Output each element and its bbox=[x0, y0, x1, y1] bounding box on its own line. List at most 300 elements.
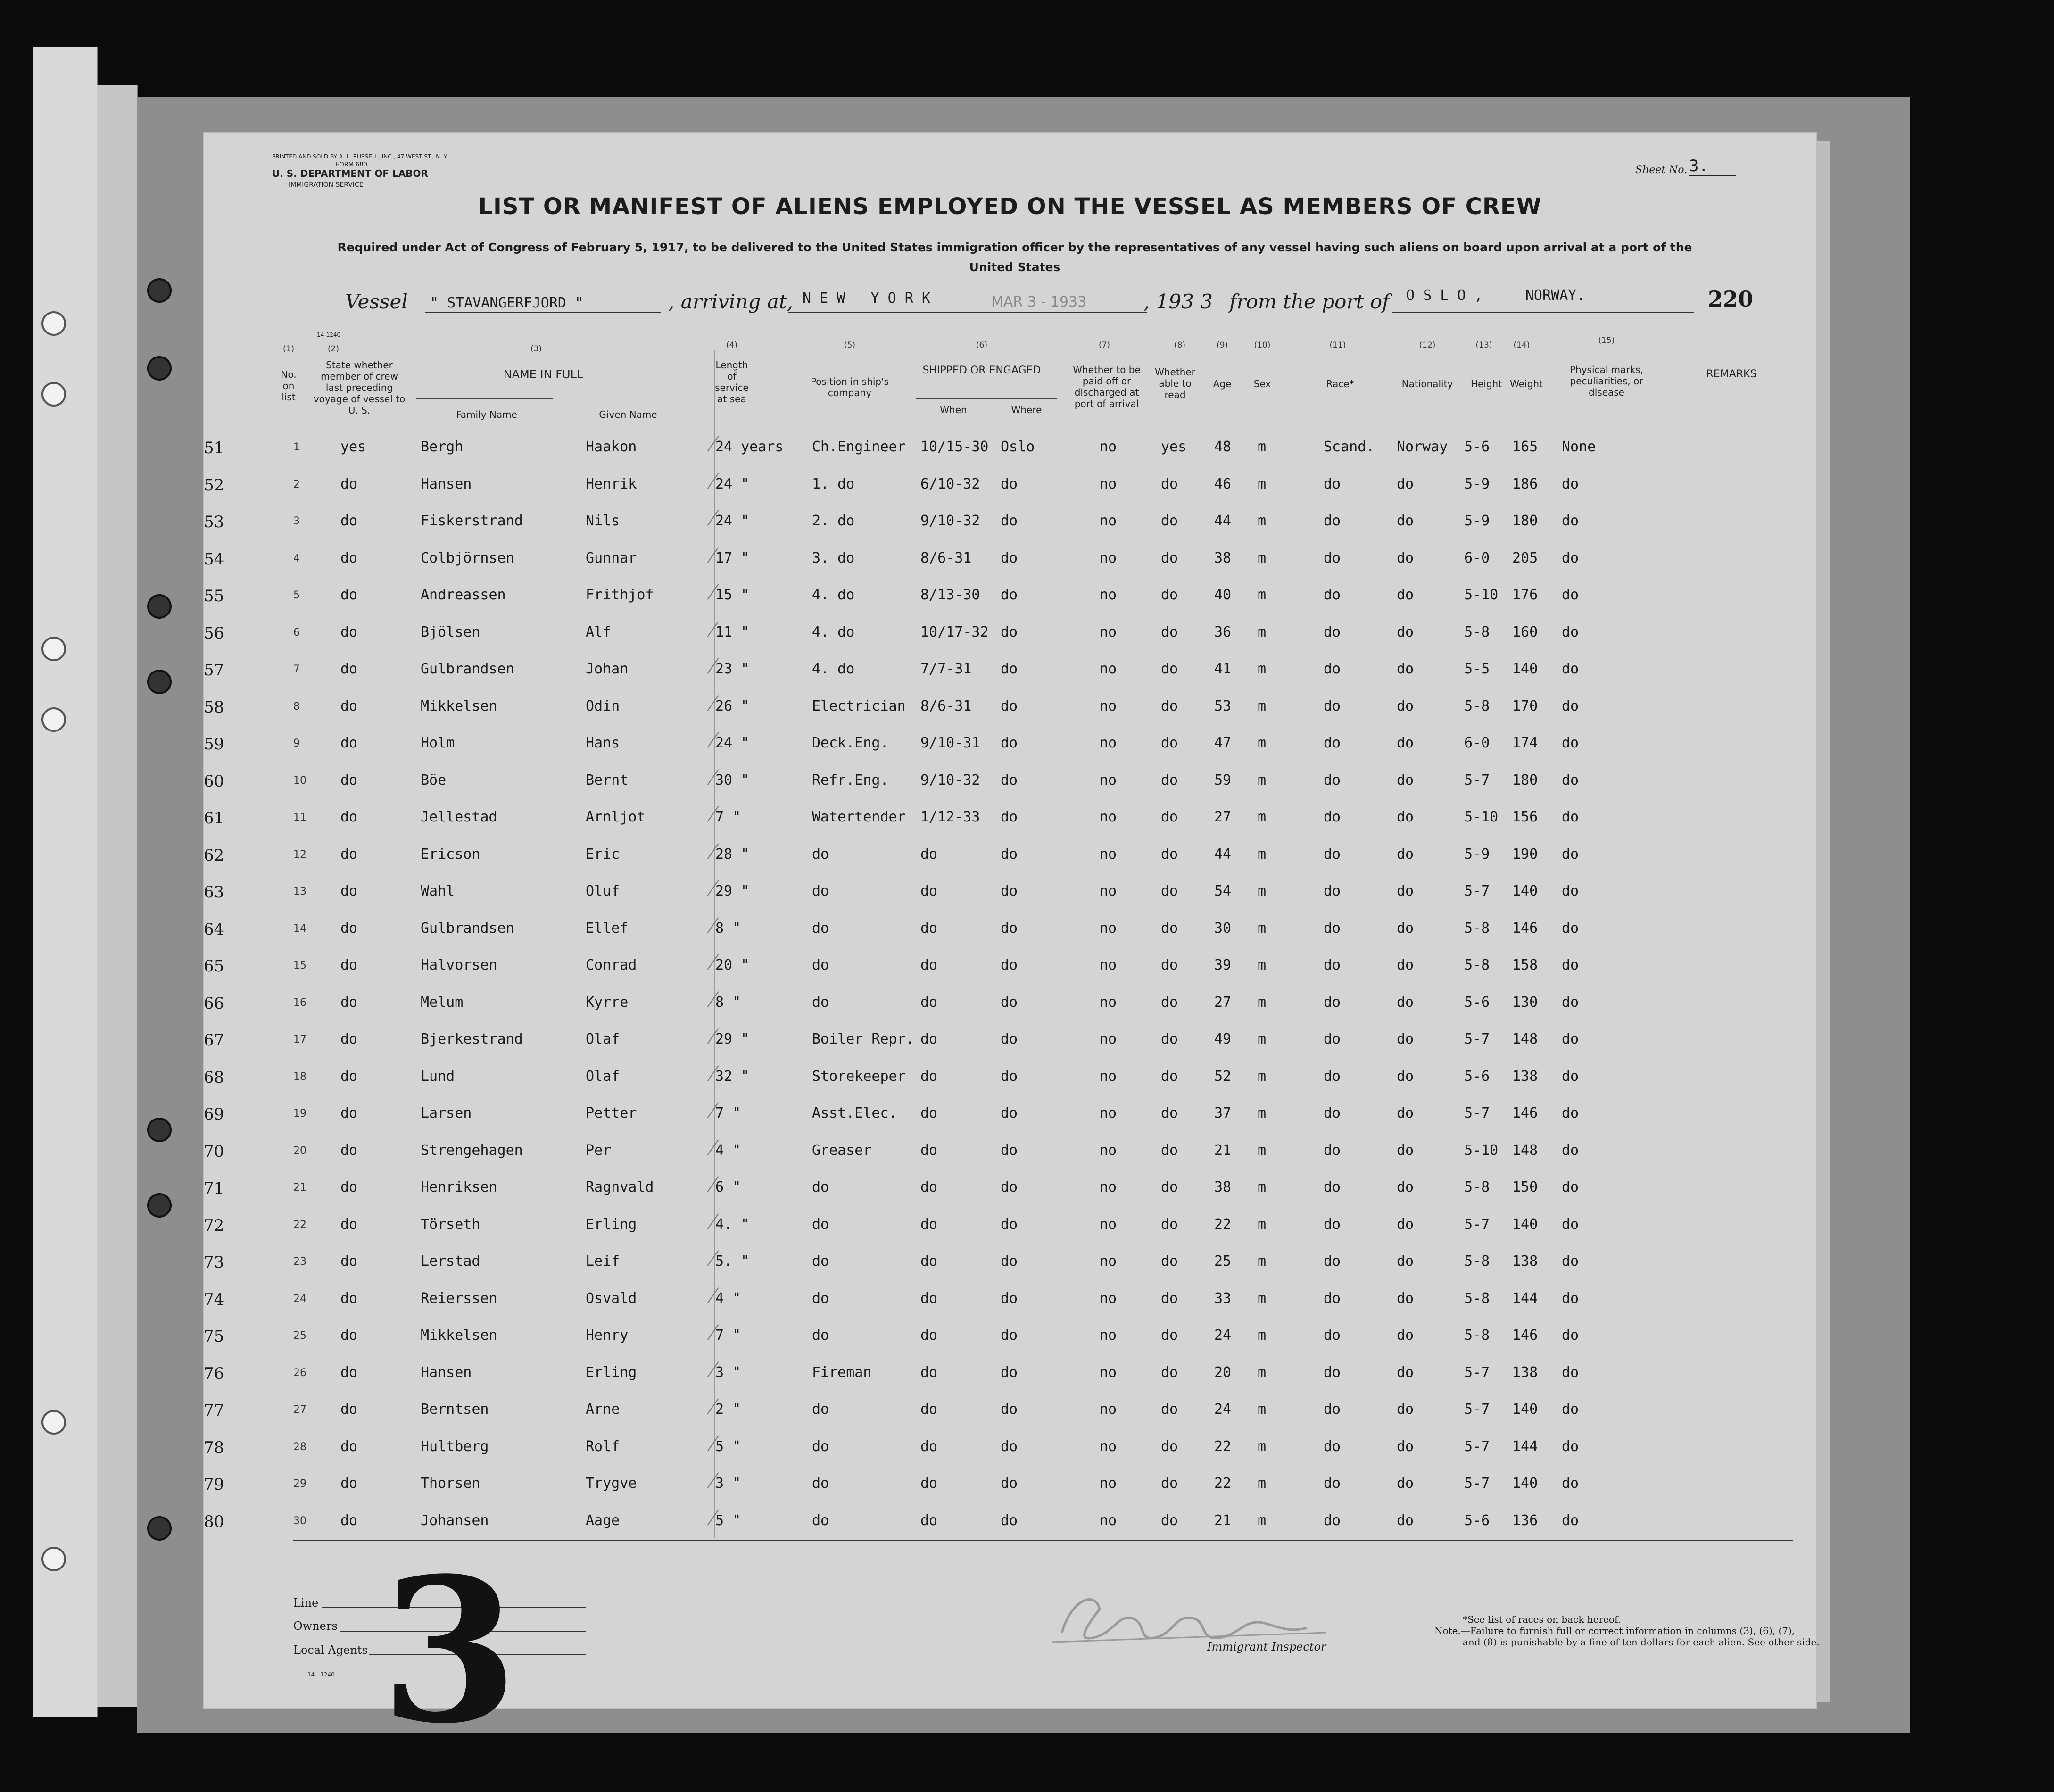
row-shipped-where: do bbox=[1001, 1290, 1018, 1307]
row-shipped-where: Oslo bbox=[1001, 439, 1035, 455]
row-list-number: 27 bbox=[293, 1404, 306, 1416]
row-position: do bbox=[812, 1327, 829, 1344]
row-seq-number: 60 bbox=[204, 772, 224, 791]
row-able-read: do bbox=[1161, 1364, 1178, 1381]
header-position: Position in ship's company bbox=[810, 376, 889, 398]
vessel-label: Vessel bbox=[345, 290, 408, 313]
row-nationality: do bbox=[1397, 1068, 1414, 1085]
row-age: 27 bbox=[1214, 994, 1232, 1011]
row-weight: 140 bbox=[1512, 883, 1538, 899]
row-list-number: 10 bbox=[293, 774, 306, 787]
row-physical-marks: do bbox=[1562, 513, 1579, 529]
row-race: do bbox=[1324, 1068, 1341, 1085]
row-position: do bbox=[812, 1475, 829, 1492]
row-sex: m bbox=[1258, 661, 1267, 677]
row-shipped-when: do bbox=[920, 1105, 938, 1121]
row-family-name: Lund bbox=[421, 1068, 455, 1085]
row-able-read: do bbox=[1161, 846, 1178, 863]
row-sex: m bbox=[1258, 1290, 1267, 1307]
row-prev-voyage: do bbox=[340, 475, 358, 492]
arriving-label: , arriving at, bbox=[668, 290, 794, 313]
row-shipped-when: do bbox=[920, 1475, 938, 1492]
row-seq-number: 52 bbox=[204, 475, 224, 495]
table-row bbox=[204, 1438, 1816, 1474]
row-list-number: 11 bbox=[293, 812, 306, 823]
service-name: IMMIGRATION SERVICE bbox=[289, 181, 364, 189]
row-prev-voyage: do bbox=[340, 883, 358, 899]
large-sheet-number: 3 bbox=[381, 1535, 519, 1767]
row-family-name: Halvorsen bbox=[421, 957, 497, 973]
row-nationality: do bbox=[1397, 1438, 1414, 1455]
row-length-service: 30 " bbox=[715, 772, 750, 788]
row-age: 47 bbox=[1214, 735, 1232, 751]
row-age: 38 bbox=[1214, 1179, 1232, 1195]
binder-sheet-left bbox=[33, 47, 98, 1717]
row-age: 53 bbox=[1214, 697, 1232, 714]
row-position: Electrician bbox=[812, 697, 906, 714]
table-row bbox=[204, 1290, 1816, 1326]
row-height: 5-7 bbox=[1464, 883, 1490, 899]
row-nationality: do bbox=[1397, 772, 1414, 788]
punch-hole bbox=[41, 1547, 66, 1571]
row-physical-marks: do bbox=[1562, 772, 1579, 788]
row-physical-marks: do bbox=[1562, 1216, 1579, 1233]
row-able-read: do bbox=[1161, 920, 1178, 937]
row-height: 5-8 bbox=[1464, 957, 1490, 973]
row-nationality: do bbox=[1397, 920, 1414, 937]
row-paid-off: no bbox=[1100, 1401, 1117, 1418]
row-weight: 180 bbox=[1512, 772, 1538, 788]
row-shipped-where: do bbox=[1001, 809, 1018, 825]
table-row bbox=[204, 994, 1816, 1030]
header-sex: Sex bbox=[1253, 378, 1271, 390]
row-physical-marks: do bbox=[1562, 623, 1579, 640]
row-given-name: Per bbox=[586, 1142, 612, 1159]
row-seq-number: 59 bbox=[204, 735, 224, 754]
row-height: 5-7 bbox=[1464, 1438, 1490, 1455]
row-shipped-where: do bbox=[1001, 1364, 1018, 1381]
row-sex: m bbox=[1258, 1031, 1267, 1047]
row-seq-number: 63 bbox=[204, 883, 224, 902]
row-weight: 148 bbox=[1512, 1031, 1538, 1047]
table-row bbox=[204, 661, 1816, 697]
row-physical-marks: do bbox=[1562, 846, 1579, 863]
row-nationality: do bbox=[1397, 1401, 1414, 1418]
row-sex: m bbox=[1258, 1475, 1267, 1492]
vessel-row bbox=[204, 286, 1816, 318]
row-sex: m bbox=[1258, 809, 1267, 825]
row-weight: 205 bbox=[1512, 549, 1538, 566]
row-sex: m bbox=[1258, 623, 1267, 640]
table-row bbox=[204, 624, 1816, 660]
row-height: 5-7 bbox=[1464, 1031, 1490, 1047]
row-list-number: 13 bbox=[293, 886, 306, 897]
row-prev-voyage: yes bbox=[340, 439, 366, 455]
port-of-arrival: N E W Y O R K bbox=[803, 290, 930, 307]
row-prev-voyage: do bbox=[340, 1253, 358, 1269]
row-sex: m bbox=[1258, 513, 1267, 529]
row-seq-number: 72 bbox=[204, 1216, 224, 1235]
row-physical-marks: do bbox=[1562, 1327, 1579, 1344]
table-row bbox=[204, 439, 1816, 474]
row-length-service: 5. " bbox=[715, 1253, 750, 1269]
row-given-name: Conrad bbox=[586, 957, 637, 973]
row-length-service: 24 " bbox=[715, 513, 750, 529]
row-weight: 150 bbox=[1512, 1179, 1538, 1195]
row-race: do bbox=[1324, 1438, 1341, 1455]
row-seq-number: 79 bbox=[204, 1475, 224, 1494]
row-shipped-when: do bbox=[920, 1438, 938, 1455]
row-length-service: 29 " bbox=[715, 883, 750, 899]
col-num-9: (9) bbox=[1216, 340, 1228, 350]
row-physical-marks: do bbox=[1562, 549, 1579, 566]
row-weight: 176 bbox=[1512, 587, 1538, 603]
row-physical-marks: do bbox=[1562, 1364, 1579, 1381]
header-family-name: Family Name bbox=[456, 409, 517, 420]
row-position: do bbox=[812, 920, 829, 937]
row-shipped-when: do bbox=[920, 1142, 938, 1159]
row-seq-number: 74 bbox=[204, 1290, 224, 1309]
row-able-read: do bbox=[1161, 587, 1178, 603]
row-seq-number: 71 bbox=[204, 1179, 224, 1198]
row-physical-marks: do bbox=[1562, 957, 1579, 973]
row-given-name: Johan bbox=[586, 661, 629, 677]
row-age: 33 bbox=[1214, 1290, 1232, 1307]
row-nationality: do bbox=[1397, 1327, 1414, 1344]
row-able-read: do bbox=[1161, 994, 1178, 1011]
row-length-service: 15 " bbox=[715, 587, 750, 603]
row-list-number: 28 bbox=[293, 1441, 306, 1453]
row-race: do bbox=[1324, 1142, 1341, 1159]
row-nationality: do bbox=[1397, 661, 1414, 677]
row-position: Boiler Repr. bbox=[812, 1031, 914, 1047]
row-race: do bbox=[1324, 1364, 1341, 1381]
row-shipped-when: do bbox=[920, 846, 938, 863]
row-weight: 165 bbox=[1512, 439, 1538, 455]
manifest-page bbox=[203, 132, 1820, 1767]
row-given-name: Eric bbox=[586, 846, 620, 863]
row-age: 30 bbox=[1214, 920, 1232, 937]
punch-hole bbox=[41, 707, 66, 732]
row-age: 24 bbox=[1214, 1401, 1232, 1418]
row-length-service: 4 " bbox=[715, 1290, 741, 1307]
row-length-service: 3 " bbox=[715, 1364, 741, 1381]
row-shipped-when: do bbox=[920, 1401, 938, 1418]
row-height: 5-8 bbox=[1464, 1327, 1490, 1344]
row-physical-marks: do bbox=[1562, 1031, 1579, 1047]
row-height: 6-0 bbox=[1464, 735, 1490, 751]
row-paid-off: no bbox=[1100, 1179, 1117, 1195]
row-position: do bbox=[812, 1512, 829, 1529]
punch-hole bbox=[41, 311, 66, 336]
row-paid-off: no bbox=[1100, 513, 1117, 529]
row-length-service: 7 " bbox=[715, 1105, 741, 1121]
row-able-read: do bbox=[1161, 1290, 1178, 1307]
row-family-name: Törseth bbox=[421, 1216, 480, 1233]
row-able-read: do bbox=[1161, 1253, 1178, 1269]
table-row bbox=[204, 957, 1816, 993]
row-nationality: do bbox=[1397, 587, 1414, 603]
row-nationality: do bbox=[1397, 475, 1414, 492]
row-race: do bbox=[1324, 475, 1341, 492]
row-nationality: do bbox=[1397, 549, 1414, 566]
row-family-name: Thorsen bbox=[421, 1475, 480, 1492]
row-height: 5-9 bbox=[1464, 475, 1490, 492]
row-seq-number: 57 bbox=[204, 661, 224, 680]
row-age: 44 bbox=[1214, 846, 1232, 863]
row-nationality: do bbox=[1397, 1216, 1414, 1233]
col-num-12: (12) bbox=[1419, 340, 1436, 350]
row-length-service: 5 " bbox=[715, 1438, 741, 1455]
row-paid-off: no bbox=[1100, 772, 1117, 788]
row-position: Greaser bbox=[812, 1142, 872, 1159]
row-list-number: 30 bbox=[293, 1515, 306, 1527]
row-family-name: Berntsen bbox=[421, 1401, 489, 1418]
row-race: do bbox=[1324, 697, 1341, 714]
row-length-service: 20 " bbox=[715, 957, 750, 973]
row-given-name: Erling bbox=[586, 1216, 637, 1233]
row-sex: m bbox=[1258, 994, 1267, 1011]
row-sex: m bbox=[1258, 475, 1267, 492]
row-race: do bbox=[1324, 1031, 1341, 1047]
row-list-number: 5 bbox=[293, 589, 300, 601]
row-weight: 180 bbox=[1512, 513, 1538, 529]
row-race: do bbox=[1324, 1253, 1341, 1269]
row-prev-voyage: do bbox=[340, 1216, 358, 1233]
row-position: do bbox=[812, 883, 829, 899]
row-prev-voyage: do bbox=[340, 1179, 358, 1195]
row-able-read: do bbox=[1161, 513, 1178, 529]
row-prev-voyage: do bbox=[340, 661, 358, 677]
row-race: do bbox=[1324, 772, 1341, 788]
row-shipped-when: 9/10-31 bbox=[920, 735, 980, 751]
row-prev-voyage: do bbox=[340, 735, 358, 751]
row-age: 20 bbox=[1214, 1364, 1232, 1381]
row-nationality: do bbox=[1397, 1179, 1414, 1195]
col-num-1: (1) bbox=[282, 344, 295, 354]
col-num-6: (6) bbox=[976, 340, 988, 350]
row-paid-off: no bbox=[1100, 661, 1117, 677]
row-able-read: do bbox=[1161, 661, 1178, 677]
row-seq-number: 78 bbox=[204, 1438, 224, 1457]
row-physical-marks: do bbox=[1562, 1142, 1579, 1159]
row-given-name: Haakon bbox=[586, 439, 637, 455]
row-family-name: Gulbrandsen bbox=[421, 661, 514, 677]
row-shipped-where: do bbox=[1001, 1031, 1018, 1047]
row-list-number: 9 bbox=[293, 738, 300, 749]
row-family-name: Lerstad bbox=[421, 1253, 480, 1269]
row-race: do bbox=[1324, 1216, 1341, 1233]
header-physical-marks: Physical marks, peculiarities, or disease bbox=[1569, 364, 1644, 398]
footer-agents-label: Local Agents bbox=[293, 1643, 368, 1657]
row-height: 5-8 bbox=[1464, 623, 1490, 640]
row-height: 5-9 bbox=[1464, 513, 1490, 529]
row-length-service: 3 " bbox=[715, 1475, 741, 1492]
header-when: When bbox=[940, 404, 967, 415]
row-position: 4. do bbox=[812, 661, 855, 677]
row-weight: 140 bbox=[1512, 1475, 1538, 1492]
row-length-service: 28 " bbox=[715, 846, 750, 863]
row-seq-number: 75 bbox=[204, 1327, 224, 1346]
row-family-name: Fiskerstrand bbox=[421, 513, 523, 529]
row-prev-voyage: do bbox=[340, 1142, 358, 1159]
row-weight: 140 bbox=[1512, 661, 1538, 677]
row-given-name: Frithjof bbox=[586, 587, 654, 603]
row-given-name: Gunnar bbox=[586, 549, 637, 566]
row-seq-number: 73 bbox=[204, 1253, 224, 1272]
col-num-13: (13) bbox=[1475, 340, 1492, 350]
row-shipped-when: do bbox=[920, 1031, 938, 1047]
row-height: 5-8 bbox=[1464, 697, 1490, 714]
row-age: 37 bbox=[1214, 1105, 1232, 1121]
row-prev-voyage: do bbox=[340, 994, 358, 1011]
row-shipped-when: 10/15-30 bbox=[920, 439, 989, 455]
row-position: 2. do bbox=[812, 513, 855, 529]
row-able-read: do bbox=[1161, 1401, 1178, 1418]
row-sex: m bbox=[1258, 846, 1267, 863]
row-sex: m bbox=[1258, 883, 1267, 899]
row-given-name: Aage bbox=[586, 1512, 620, 1529]
row-nationality: do bbox=[1397, 735, 1414, 751]
row-age: 21 bbox=[1214, 1512, 1232, 1529]
row-height: 5-7 bbox=[1464, 772, 1490, 788]
row-given-name: Hans bbox=[586, 735, 620, 751]
row-position: Asst.Elec. bbox=[812, 1105, 897, 1121]
row-position: Deck.Eng. bbox=[812, 735, 889, 751]
row-paid-off: no bbox=[1100, 1475, 1117, 1492]
header-height: Height bbox=[1470, 378, 1502, 390]
row-weight: 136 bbox=[1512, 1512, 1538, 1529]
row-position: do bbox=[812, 994, 829, 1011]
row-able-read: do bbox=[1161, 809, 1178, 825]
row-shipped-when: do bbox=[920, 994, 938, 1011]
header-given-name: Given Name bbox=[599, 409, 657, 420]
row-physical-marks: do bbox=[1562, 587, 1579, 603]
row-age: 52 bbox=[1214, 1068, 1232, 1085]
row-age: 27 bbox=[1214, 809, 1232, 825]
row-able-read: do bbox=[1161, 1475, 1178, 1492]
row-seq-number: 51 bbox=[204, 439, 224, 457]
row-prev-voyage: do bbox=[340, 1031, 358, 1047]
header-length-service: Length of service at sea bbox=[715, 359, 749, 405]
row-age: 24 bbox=[1214, 1327, 1232, 1344]
row-prev-voyage: do bbox=[340, 697, 358, 714]
row-paid-off: no bbox=[1100, 1105, 1117, 1121]
row-sex: m bbox=[1258, 920, 1267, 937]
row-shipped-where: do bbox=[1001, 1179, 1018, 1195]
row-paid-off: no bbox=[1100, 1142, 1117, 1159]
row-shipped-where: do bbox=[1001, 735, 1018, 751]
row-shipped-when: do bbox=[920, 883, 938, 899]
row-race: do bbox=[1324, 1475, 1341, 1492]
row-paid-off: no bbox=[1100, 697, 1117, 714]
row-family-name: Wahl bbox=[421, 883, 455, 899]
punch-hole bbox=[41, 382, 66, 407]
table-row bbox=[204, 550, 1816, 586]
row-height: 5-5 bbox=[1464, 661, 1490, 677]
footer-owners-label: Owners bbox=[293, 1619, 338, 1633]
row-height: 5-10 bbox=[1464, 809, 1499, 825]
row-prev-voyage: do bbox=[340, 1068, 358, 1085]
row-shipped-when: do bbox=[920, 1364, 938, 1381]
row-race: do bbox=[1324, 549, 1341, 566]
row-length-service: 26 " bbox=[715, 697, 750, 714]
row-list-number: 29 bbox=[293, 1478, 306, 1490]
table-row bbox=[204, 1068, 1816, 1104]
row-prev-voyage: do bbox=[340, 587, 358, 603]
origin-underline bbox=[1392, 312, 1694, 313]
row-paid-off: no bbox=[1100, 1512, 1117, 1529]
row-race: do bbox=[1324, 1327, 1341, 1344]
row-list-number: 19 bbox=[293, 1108, 306, 1120]
row-position: do bbox=[812, 1179, 829, 1195]
row-sex: m bbox=[1258, 1253, 1267, 1269]
row-weight: 146 bbox=[1512, 920, 1538, 937]
row-prev-voyage: do bbox=[340, 1105, 358, 1121]
row-prev-voyage: do bbox=[340, 549, 358, 566]
row-prev-voyage: do bbox=[340, 1401, 358, 1418]
row-length-service: 2 " bbox=[715, 1401, 741, 1418]
row-list-number: 6 bbox=[293, 626, 300, 639]
row-height: 5-10 bbox=[1464, 1142, 1499, 1159]
row-sex: m bbox=[1258, 1216, 1267, 1233]
header-name-in-full: NAME IN FULL bbox=[503, 368, 583, 381]
row-paid-off: no bbox=[1100, 1438, 1117, 1455]
row-shipped-where: do bbox=[1001, 1068, 1018, 1085]
row-shipped-where: do bbox=[1001, 920, 1018, 937]
row-length-service: 5 " bbox=[715, 1512, 741, 1529]
row-nationality: do bbox=[1397, 1031, 1414, 1047]
row-able-read: do bbox=[1161, 1327, 1178, 1344]
row-weight: 174 bbox=[1512, 735, 1538, 751]
table-bottom-rule bbox=[293, 1540, 1793, 1541]
row-weight: 170 bbox=[1512, 697, 1538, 714]
footer-form-code: 14—1240 bbox=[307, 1671, 335, 1678]
row-position: do bbox=[812, 957, 829, 973]
manifest-code: 220 bbox=[1708, 286, 1754, 312]
row-paid-off: no bbox=[1100, 809, 1117, 825]
table-row bbox=[204, 1031, 1816, 1067]
row-family-name: Holm bbox=[421, 735, 455, 751]
table-row bbox=[204, 809, 1816, 845]
table-row bbox=[204, 513, 1816, 548]
row-age: 38 bbox=[1214, 549, 1232, 566]
row-weight: 146 bbox=[1512, 1327, 1538, 1344]
row-weight: 186 bbox=[1512, 475, 1538, 492]
row-able-read: do bbox=[1161, 1105, 1178, 1121]
row-paid-off: no bbox=[1100, 1253, 1117, 1269]
row-length-service: 32 " bbox=[715, 1068, 750, 1085]
row-paid-off: no bbox=[1100, 439, 1117, 455]
row-family-name: Strengehagen bbox=[421, 1142, 523, 1159]
form-code-top: 14-1240 bbox=[317, 332, 341, 338]
row-given-name: Olaf bbox=[586, 1068, 620, 1085]
vessel-name: " STAVANGERFJORD " bbox=[430, 295, 584, 311]
row-height: 5-10 bbox=[1464, 587, 1499, 603]
row-given-name: Osvald bbox=[586, 1290, 637, 1307]
row-nationality: do bbox=[1397, 513, 1414, 529]
row-list-number: 17 bbox=[293, 1034, 306, 1045]
row-prev-voyage: do bbox=[340, 623, 358, 640]
row-family-name: Mikkelsen bbox=[421, 697, 497, 714]
row-able-read: do bbox=[1161, 1438, 1178, 1455]
table-row bbox=[204, 587, 1816, 622]
row-family-name: Hultberg bbox=[421, 1438, 489, 1455]
table-row bbox=[204, 1401, 1816, 1437]
row-nationality: do bbox=[1397, 1105, 1414, 1121]
row-shipped-when: do bbox=[920, 957, 938, 973]
row-race: do bbox=[1324, 1512, 1341, 1529]
